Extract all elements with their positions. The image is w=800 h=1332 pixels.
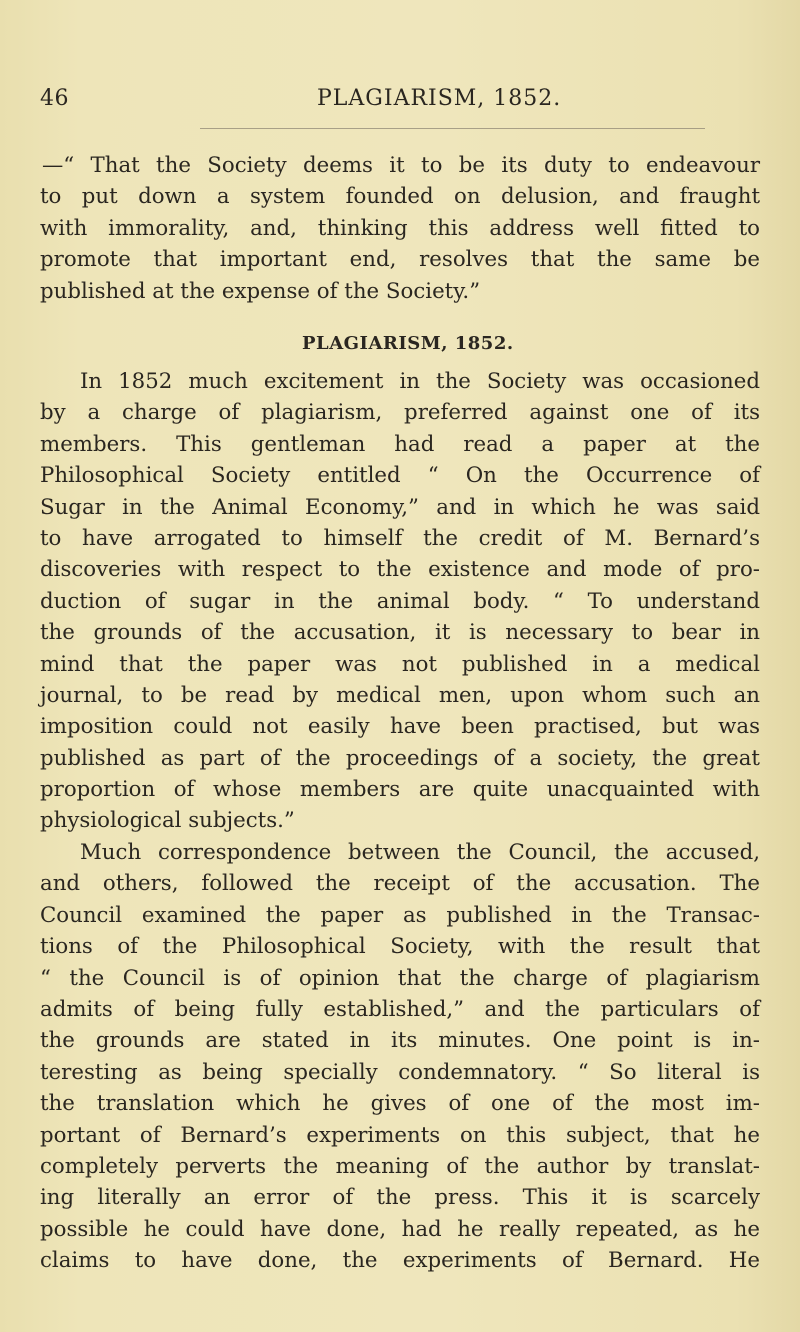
text-line: Much correspondence between the Council, the accused,	[80, 840, 760, 865]
text-line: “ the Council is of opinion that the charge of plagiarism	[40, 965, 760, 991]
running-head: PLAGIARISM, 1852.	[317, 86, 562, 111]
page-number: 46	[40, 86, 69, 111]
text-line: members. This gentleman had read a paper at the	[40, 431, 760, 457]
text-line: ing literally an error of the press. This it is scarcely	[40, 1185, 760, 1211]
text-line: claims to have done, the experiments of Bernard. He	[40, 1248, 760, 1274]
text-line: Council examined the paper as published in the Transac-	[40, 902, 760, 928]
text-line: to have arrogated to himself the credit of M. Bernard’s	[40, 525, 760, 551]
text-line: promote that important end, resolves that the same be	[40, 247, 760, 273]
section-title: PLAGIARISM, 1852.	[302, 333, 514, 354]
text-line: journal, to be read by medical men, upon whom such an	[40, 682, 760, 708]
text-line: Sugar in the Animal Economy,” and in which he was said	[40, 494, 760, 520]
text-line: In 1852 much excitement in the Society was occasioned	[80, 369, 760, 394]
text-line: possible he could have done, had he really repeated, as he	[40, 1216, 760, 1242]
text-line: physiological subjects.”	[40, 808, 295, 834]
resolution-paragraph	[40, 150, 760, 307]
text-line: the grounds are stated in its minutes. One point is in-	[40, 1028, 760, 1054]
text-line: published at the expense of the Society.”	[40, 278, 481, 304]
text-line: teresting as being specially condemnatory. “ So literal is	[40, 1059, 760, 1085]
text-line: proportion of whose members are quite unacquainted with	[40, 777, 760, 803]
text-line: by a charge of plagiarism, preferred against one of its	[40, 400, 760, 426]
text-line: admits of being fully established,” and the particulars of	[40, 996, 760, 1022]
page-header	[40, 86, 760, 122]
text-line: completely perverts the meaning of the author by translat-	[40, 1153, 760, 1179]
text-line: portant of Bernard’s experiments on this subject, that he	[40, 1122, 760, 1148]
text-line: with immorality, and, thinking this address well fitted to	[40, 215, 760, 241]
text-line: published as part of the proceedings of a society, the great	[40, 745, 760, 771]
text-line: duction of sugar in the animal body. “ To understand	[40, 588, 760, 614]
text-line: tions of the Philosophical Society, with the result that	[40, 934, 760, 960]
paragraph-council-findings	[40, 837, 760, 1276]
text-line: to put down a system founded on delusion, and fraught	[40, 184, 760, 210]
text-line: mind that the paper was not published in a medical	[40, 651, 760, 677]
text-line: discoveries with respect to the existence and mode of pro-	[40, 557, 760, 583]
text-line: imposition could not easily have been practised, but was	[40, 714, 760, 740]
text-line: and others, followed the receipt of the accusation. The	[40, 871, 760, 897]
text-line: the grounds of the accusation, it is necessary to bear in	[40, 620, 760, 646]
text-line: the translation which he gives of one of the most im-	[40, 1091, 760, 1117]
text-line: Philosophical Society entitled “ On the Occurrence of	[40, 463, 760, 489]
text-line: —“ That the Society deems it to be its duty to endeavour	[42, 153, 760, 178]
header-rule	[200, 128, 705, 129]
paragraph-plagiarism-charge	[40, 366, 760, 837]
